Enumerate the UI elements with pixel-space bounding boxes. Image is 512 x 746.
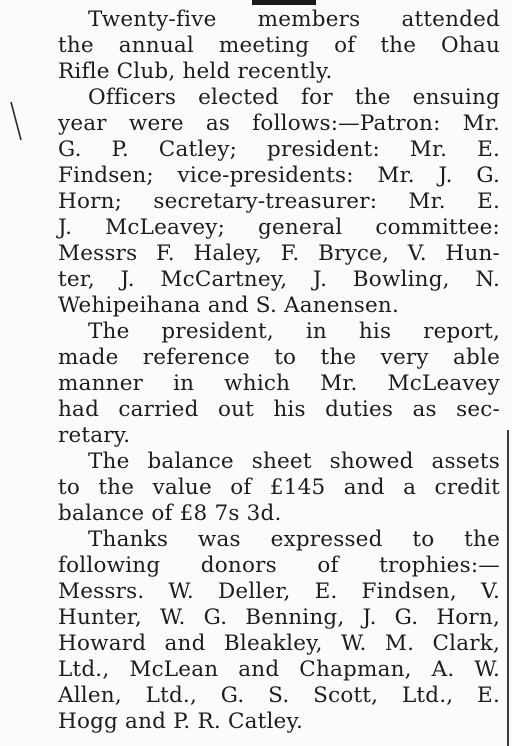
- text-line: following donors of trophies:—: [58, 553, 500, 578]
- text-line: balance of £8 7s 3d.: [58, 501, 282, 526]
- text-line: to the value of £145 and a credit: [58, 475, 500, 500]
- text-line: the annual meeting of the Ohau: [58, 33, 500, 58]
- stray-pen-mark: [9, 100, 23, 142]
- text-line: Twenty-five members attended: [88, 7, 500, 32]
- text-line: Messrs F. Haley, F. Bryce, V. Hun-: [58, 241, 500, 266]
- text-line: Horn; secretary-treasurer: Mr. E.: [58, 189, 500, 214]
- text-line: ter, J. McCartney, J. Bowling, N.: [58, 267, 500, 292]
- text-line: The balance sheet showed assets: [88, 449, 500, 474]
- text-line: manner in which Mr. McLeavey: [58, 371, 500, 396]
- text-line: Ltd., McLean and Chapman, A. W.: [58, 657, 500, 682]
- column-right-rule: [507, 430, 509, 746]
- text-line: Hogg and P. R. Catley.: [58, 709, 303, 734]
- text-line: Wehipeihana and S. Aanensen.: [58, 293, 400, 318]
- text-line: year were as follows:—Patron: Mr.: [58, 111, 500, 136]
- text-line: G. P. Catley; president: Mr. E.: [58, 137, 500, 162]
- article-body: [58, 7, 500, 735]
- text-line: Thanks was expressed to the: [88, 527, 500, 552]
- text-line: Allen, Ltd., G. S. Scott, Ltd., E.: [58, 683, 500, 708]
- text-line: Messrs. W. Deller, E. Findsen, V.: [58, 579, 500, 604]
- column-top-rule: [252, 0, 316, 5]
- text-line: made reference to the very able: [58, 345, 500, 370]
- text-line: Hunter, W. G. Benning, J. G. Horn,: [58, 605, 500, 630]
- text-line: J. McLeavey; general committee:: [58, 215, 500, 240]
- article-paragraph: [58, 319, 500, 449]
- text-line: Howard and Bleakley, W. M. Clark,: [58, 631, 500, 656]
- article-paragraph: [58, 85, 500, 319]
- text-line: had carried out his duties as sec-: [58, 397, 500, 422]
- text-line: Findsen; vice-presidents: Mr. J. G.: [58, 163, 500, 188]
- article-paragraph: [58, 527, 500, 735]
- article-paragraph: [58, 449, 500, 527]
- text-line: Rifle Club, held recently.: [58, 59, 333, 84]
- article-paragraph: [58, 7, 500, 85]
- text-line: The president, in his report,: [88, 319, 500, 344]
- text-line: Officers elected for the ensuing: [88, 85, 500, 110]
- text-line: retary.: [58, 423, 131, 448]
